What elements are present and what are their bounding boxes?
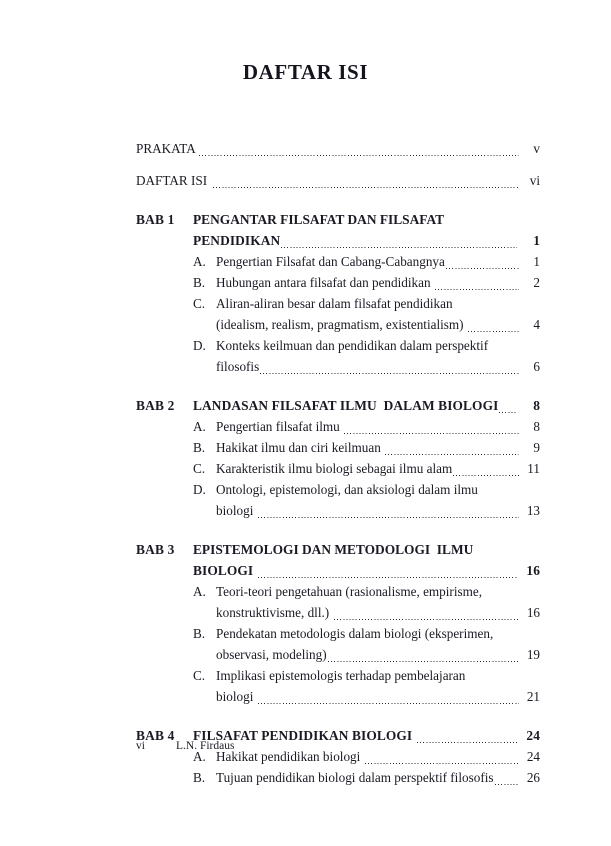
- entry-page-number: 21: [526, 689, 540, 704]
- entry-body: [216, 665, 540, 707]
- chapter-title-line[interactable]: [193, 560, 540, 581]
- entry-label: PRAKATA: [136, 141, 196, 156]
- front-matter-list: [136, 138, 540, 191]
- chapter-heading[interactable]: [136, 395, 540, 416]
- entry-body: [216, 746, 540, 767]
- entry-letter: C.: [193, 296, 206, 311]
- entry-last-line[interactable]: [216, 686, 540, 707]
- entry-page-number: vi: [529, 173, 540, 188]
- chapter-title-column: [193, 395, 540, 416]
- entry-letter: A.: [193, 419, 206, 434]
- entry-body: [216, 479, 540, 521]
- entry-body: [216, 272, 540, 293]
- entry-label: (idealism, realism, pragmatism, existentialism): [216, 317, 467, 332]
- entry-last-line[interactable]: [216, 356, 540, 377]
- entry-letter: D.: [193, 482, 206, 497]
- entry-page-number: 4: [533, 317, 540, 332]
- entry-page-number: 1: [533, 254, 540, 269]
- entry-text-line: Teori-teori pengetahuan (rasionalisme, empirisme,: [216, 584, 483, 599]
- entry-letter: B.: [193, 770, 206, 785]
- entry-page-number: 24: [526, 728, 540, 743]
- entry-last-line[interactable]: [216, 314, 540, 335]
- chapter-block: [136, 395, 540, 521]
- footer-author: L.N. Firdaus: [176, 740, 235, 752]
- entry-last-line[interactable]: [216, 767, 540, 788]
- chapter-list: [136, 209, 540, 788]
- entry-label: LANDASAN FILSAFAT ILMU DALAM BIOLOGI: [193, 398, 499, 413]
- toc-entry[interactable]: [136, 335, 540, 377]
- dot-leader: [468, 331, 519, 332]
- dot-leader: [258, 577, 517, 578]
- toc-entry[interactable]: [136, 437, 540, 458]
- entry-body: [216, 623, 540, 665]
- entry-label: filosofis: [216, 359, 260, 374]
- dot-leader: [258, 517, 519, 518]
- entry-text-line: Ontologi, epistemologi, dan aksiologi dalam ilmu: [216, 482, 478, 497]
- toc-entry[interactable]: [136, 767, 540, 788]
- dot-leader: [417, 742, 517, 743]
- entry-letter: C.: [193, 668, 206, 683]
- dot-leader: [328, 661, 519, 662]
- entry-body: [216, 293, 540, 335]
- dot-leader: [495, 784, 519, 785]
- chapter-title-column: [193, 209, 540, 251]
- chapter-title-column: [193, 725, 540, 746]
- entry-body: [216, 335, 540, 377]
- entry-text-line: Pendekatan metodologis dalam biologi (eksperimen,: [216, 626, 494, 641]
- toc-entry[interactable]: [136, 251, 540, 272]
- chapter-title-line: EPISTEMOLOGI DAN METODOLOGI ILMU: [193, 542, 474, 557]
- dot-leader: [199, 155, 519, 156]
- entry-label: Karakteristik ilmu biologi sebagai ilmu alam: [216, 461, 453, 476]
- entry-page-number: 16: [526, 605, 540, 620]
- entry-label: biologi: [216, 503, 257, 518]
- entry-label: observasi, modeling): [216, 647, 327, 662]
- footer-page-number: vi: [136, 740, 145, 752]
- entry-label: BIOLOGI: [193, 563, 257, 578]
- chapter-title-line: PENGANTAR FILSAFAT DAN FILSAFAT: [193, 212, 445, 227]
- chapter-number-label: BAB 2: [136, 398, 175, 413]
- entry-label: Tujuan pendidikan biologi dalam perspektif filosofis: [216, 770, 494, 785]
- entry-last-line[interactable]: [216, 500, 540, 521]
- entry-label: Hakikat pendidikan biologi: [216, 749, 364, 764]
- entry-page-number: 6: [533, 359, 540, 374]
- entry-page-number: 8: [533, 419, 540, 434]
- entry-label: konstruktivisme, dll.): [216, 605, 333, 620]
- dot-leader: [365, 763, 519, 764]
- table-of-contents: [136, 138, 540, 788]
- entry-page-number: v: [533, 141, 540, 156]
- entry-page-number: 19: [526, 647, 540, 662]
- toc-entry[interactable]: [136, 458, 540, 479]
- entry-letter: B.: [193, 626, 206, 641]
- entry-text-line: Aliran-aliran besar dalam filsafat pendidikan: [216, 296, 453, 311]
- entry-text-line: Konteks keilmuan dan pendidikan dalam perspektif: [216, 338, 489, 353]
- entry-label: Pengertian Filsafat dan Cabang-Cabangnya: [216, 254, 445, 269]
- front-matter-entry[interactable]: [136, 138, 540, 159]
- entry-label: FILSAFAT PENDIDIKAN BIOLOGI: [193, 728, 416, 743]
- entry-letter: B.: [193, 440, 206, 455]
- chapter-block: [136, 539, 540, 707]
- entry-page-number: 16: [526, 563, 540, 578]
- entry-letter: D.: [193, 338, 206, 353]
- entry-letter: B.: [193, 275, 206, 290]
- chapter-number-label: BAB 4: [136, 728, 175, 743]
- entry-letter: A.: [193, 584, 206, 599]
- entry-page-number: 8: [533, 398, 540, 413]
- dot-leader: [213, 187, 519, 188]
- entry-last-line[interactable]: [216, 272, 540, 293]
- entry-label: biologi: [216, 689, 257, 704]
- chapter-items: [136, 581, 540, 707]
- dot-leader: [453, 475, 519, 476]
- chapter-block: [136, 725, 540, 788]
- toc-entry[interactable]: [136, 416, 540, 437]
- dot-leader: [260, 373, 519, 374]
- entry-page-number: 1: [533, 233, 540, 248]
- entry-label: Hubungan antara filsafat dan pendidikan: [216, 275, 434, 290]
- chapter-heading[interactable]: [136, 209, 540, 251]
- entry-body: [216, 437, 540, 458]
- entry-page-number: 13: [526, 503, 540, 518]
- chapter-items: [136, 416, 540, 521]
- entry-page-number: 11: [527, 461, 540, 476]
- entry-letter: A.: [193, 254, 206, 269]
- entry-last-line[interactable]: [216, 746, 540, 767]
- dot-leader: [446, 268, 519, 269]
- page-footer: [136, 740, 234, 752]
- toc-entry[interactable]: [136, 581, 540, 623]
- entry-body: [216, 581, 540, 623]
- entry-last-line[interactable]: [216, 644, 540, 665]
- toc-entry[interactable]: [136, 665, 540, 707]
- chapter-heading[interactable]: [136, 539, 540, 581]
- entry-label: Pengertian filsafat ilmu: [216, 419, 344, 434]
- dot-leader: [334, 619, 520, 620]
- chapter-items: [136, 746, 540, 788]
- entry-label: DAFTAR ISI: [136, 173, 211, 188]
- entry-last-line[interactable]: [216, 251, 540, 272]
- entry-page-number: 9: [533, 440, 540, 455]
- entry-letter: A.: [193, 749, 206, 764]
- chapter-title-line[interactable]: [193, 395, 540, 416]
- dot-leader: [258, 703, 519, 704]
- entry-body: [216, 416, 540, 437]
- chapter-block: [136, 209, 540, 377]
- page-title: DAFTAR ISI: [242, 60, 369, 84]
- chapter-title-line[interactable]: [193, 725, 540, 746]
- front-matter-entry[interactable]: [136, 170, 540, 191]
- chapter-items: [136, 251, 540, 377]
- entry-label: Hakikat ilmu dan ciri keilmuan: [216, 440, 385, 455]
- entry-body: [216, 251, 540, 272]
- entry-page-number: 24: [526, 749, 540, 764]
- entry-last-line[interactable]: [216, 458, 540, 479]
- entry-page-number: 26: [526, 770, 540, 785]
- entry-last-line[interactable]: [216, 602, 540, 623]
- entry-text-line: Implikasi epistemologis terhadap pembelajaran: [216, 668, 466, 683]
- chapter-title-line[interactable]: [193, 230, 540, 251]
- toc-entry[interactable]: [136, 272, 540, 293]
- entry-body: [216, 767, 540, 788]
- chapter-number-label: BAB 3: [136, 542, 175, 557]
- chapter-title-column: [193, 539, 540, 581]
- dot-leader: [385, 454, 519, 455]
- toc-entry[interactable]: [136, 479, 540, 521]
- dot-leader: [281, 247, 517, 248]
- entry-body: [216, 458, 540, 479]
- entry-label: PENDIDIKAN: [193, 233, 281, 248]
- toc-entry[interactable]: [136, 293, 540, 335]
- chapter-number-label: BAB 1: [136, 212, 175, 227]
- dot-leader: [344, 433, 519, 434]
- entry-page-number: 2: [533, 275, 540, 290]
- entry-last-line[interactable]: [216, 437, 540, 458]
- toc-entry[interactable]: [136, 623, 540, 665]
- entry-last-line[interactable]: [216, 416, 540, 437]
- dot-leader: [499, 412, 517, 413]
- entry-letter: C.: [193, 461, 206, 476]
- dot-leader: [435, 289, 519, 290]
